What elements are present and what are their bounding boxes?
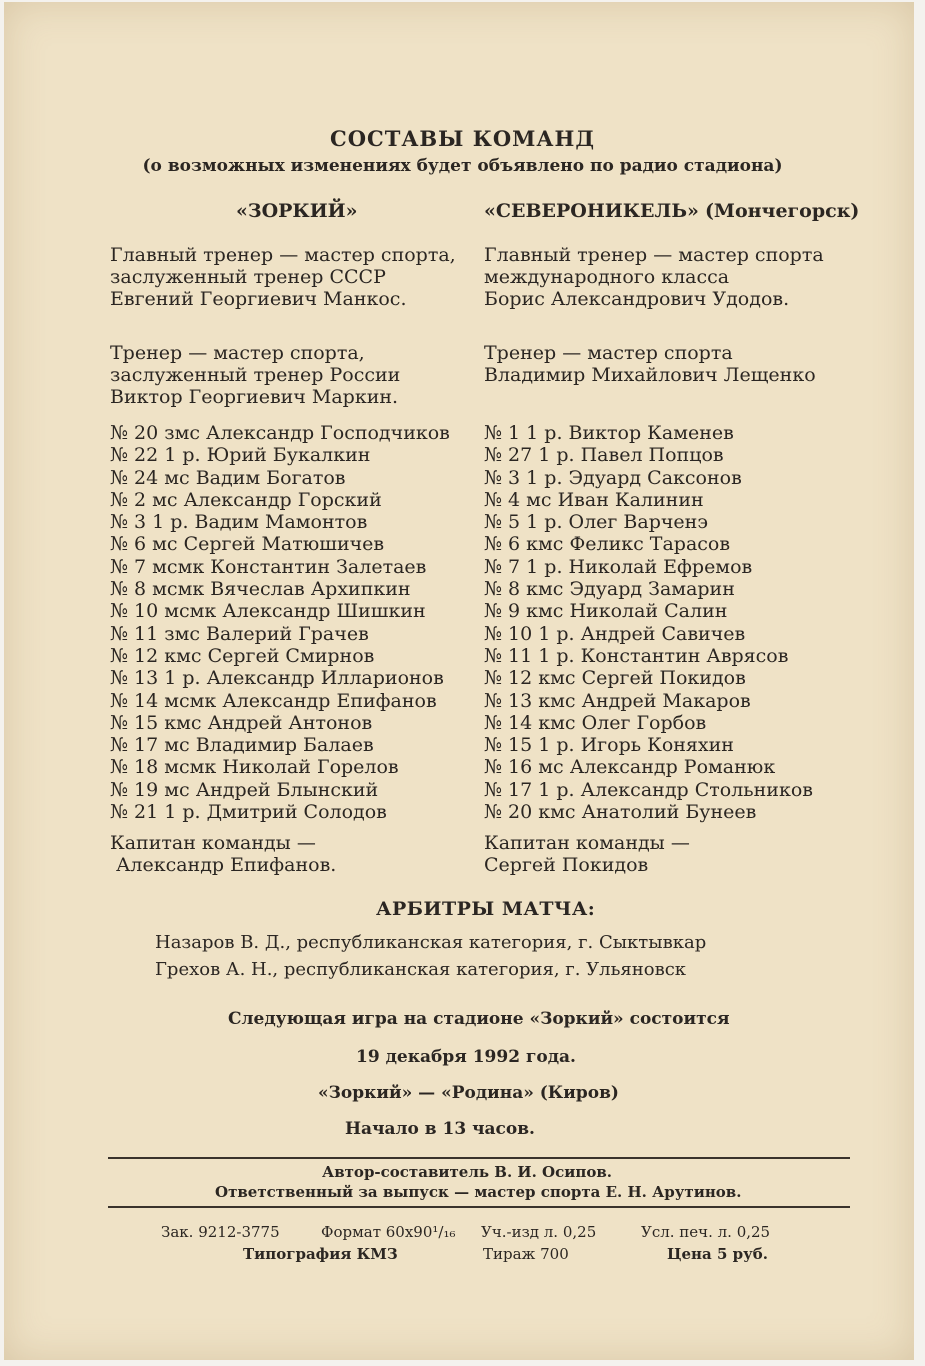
player-row: № 6 мс Сергей Матюшичев: [110, 533, 385, 556]
right-player-list: [484, 422, 813, 823]
player-row: № 17 мс Владимир Балаев: [110, 734, 374, 757]
next-game-start: Начало в 13 часов.: [345, 1119, 535, 1139]
imprint-order: Зак. 9212-3775: [161, 1223, 280, 1241]
player-row: № 11 змс Валерий Грачев: [110, 622, 369, 645]
player-row: № 15 кмс Андрей Антонов: [110, 711, 373, 734]
player-row: № 19 мс Андрей Блынский: [110, 778, 379, 801]
imprint-printer: Типография КМЗ: [243, 1245, 398, 1263]
player-row: № 15 1 р. Игорь Коняхин: [484, 734, 734, 757]
player-row: № 12 кмс Сергей Смирнов: [110, 644, 375, 667]
left-coach-line: Виктор Георгиевич Маркин.: [110, 386, 399, 408]
team-right-city: (Мончегорск): [704, 200, 860, 222]
right-captain-line: Капитан команды —: [484, 832, 690, 854]
left-captain-line: Капитан команды —: [110, 832, 316, 854]
player-row: № 4 мс Иван Калинин: [484, 488, 704, 511]
player-row: № 16 мс Александр Романюк: [484, 756, 776, 779]
player-row: № 13 1 р. Александр Илларионов: [110, 667, 444, 690]
player-row: № 8 кмс Эдуард Замарин: [484, 578, 735, 601]
divider: [108, 1157, 850, 1159]
player-row: № 24 мс Вадим Богатов: [110, 466, 346, 489]
player-row: № 9 кмс Николай Салин: [484, 600, 728, 623]
next-game-date: 19 декабря 1992 года.: [356, 1047, 576, 1067]
player-row: № 2 мс Александр Горский: [110, 488, 382, 511]
player-row: № 7 1 р. Николай Ефремов: [484, 555, 753, 578]
player-row: № 3 1 р. Вадим Мамонтов: [110, 511, 368, 534]
player-row: № 3 1 р. Эдуард Саксонов: [484, 466, 742, 489]
team-right-name: «СЕВЕРОНИКЕЛЬ»: [484, 200, 699, 222]
right-coach: [484, 342, 816, 386]
referee-line: Грехов А. Н., республиканская категория, г. Ульяновск: [155, 959, 687, 980]
player-row: № 10 1 р. Андрей Савичев: [484, 622, 746, 645]
right-coach-line: Владимир Михайлович Лещенко: [484, 364, 816, 386]
imprint-price: Цена 5 руб.: [667, 1245, 768, 1263]
left-head-coach-line: Евгений Георгиевич Манкос.: [110, 288, 407, 310]
left-captain-line: Александр Епифанов.: [116, 854, 337, 876]
player-row: № 1 1 р. Виктор Каменев: [484, 422, 734, 444]
player-row: № 6 кмс Феликс Тарасов: [484, 533, 731, 556]
imprint-format: Формат 60х90¹/₁₆: [321, 1223, 456, 1241]
player-row: № 14 кмс Олег Горбов: [484, 711, 707, 734]
referees-title: АРБИТРЫ МАТЧА:: [376, 898, 596, 920]
left-captain: [110, 832, 336, 876]
player-row: № 14 мсмк Александр Епифанов: [110, 689, 437, 712]
divider: [108, 1206, 850, 1208]
responsible-line: Ответственный за выпуск — мастер спорта Е. Н. Арутинов.: [215, 1183, 742, 1201]
player-row: № 20 змс Александр Господчиков: [110, 422, 450, 444]
left-head-coach-line: заслуженный тренер СССР: [110, 266, 386, 288]
left-head-coach: [110, 244, 456, 310]
right-captain: [484, 832, 690, 876]
player-row: № 8 мсмк Вячеслав Архипкин: [110, 578, 411, 601]
player-row: № 20 кмс Анатолий Бунеев: [484, 801, 757, 824]
imprint-run: Тираж 700: [483, 1245, 569, 1263]
referee-line: Назаров В. Д., республиканская категория, г. Сыктывкар: [155, 932, 707, 953]
page-title: СОСТАВЫ КОМАНД: [329, 126, 595, 151]
player-row: № 10 мсмк Александр Шишкин: [110, 600, 426, 623]
author-line: Автор-составитель В. И. Осипов.: [322, 1163, 612, 1181]
right-captain-line: Сергей Покидов: [484, 854, 649, 876]
player-row: № 5 1 р. Олег Варченэ: [484, 511, 708, 534]
left-coach-line: Тренер — мастер спорта,: [110, 342, 365, 364]
imprint-usl: Усл. печ. л. 0,25: [641, 1223, 771, 1241]
page-subtitle: (о возможных изменениях будет объявлено по радио стадиона): [142, 156, 783, 176]
right-head-coach: [484, 244, 824, 310]
right-head-coach-line: Борис Александрович Удодов.: [484, 288, 790, 310]
left-coach: [110, 342, 400, 408]
next-game-match: «Зоркий» — «Родина» (Киров): [318, 1083, 619, 1103]
player-row: № 13 кмс Андрей Макаров: [484, 689, 751, 712]
left-player-list: [110, 422, 450, 823]
player-row: № 17 1 р. Александр Стольников: [484, 778, 813, 801]
team-right-header: [484, 200, 859, 222]
next-game-line: Следующая игра на стадионе «Зоркий» состоится: [228, 1009, 730, 1029]
player-row: № 7 мсмк Константин Залетаев: [110, 555, 427, 578]
imprint-uch: Уч.-изд л. 0,25: [481, 1223, 597, 1241]
player-row: № 11 1 р. Константин Аврясов: [484, 644, 789, 667]
team-left-name: «ЗОРКИЙ»: [236, 200, 358, 222]
right-coach-line: Тренер — мастер спорта: [484, 342, 733, 364]
right-head-coach-line: Главный тренер — мастер спорта: [484, 244, 824, 266]
left-head-coach-line: Главный тренер — мастер спорта,: [110, 244, 456, 266]
player-row: № 12 кмс Сергей Покидов: [484, 667, 746, 690]
player-row: № 22 1 р. Юрий Букалкин: [110, 444, 371, 467]
player-row: № 21 1 р. Дмитрий Солодов: [110, 801, 387, 824]
left-coach-line: заслуженный тренер России: [110, 364, 401, 386]
right-head-coach-line: международного класса: [484, 266, 730, 288]
player-row: № 18 мсмк Николай Горелов: [110, 756, 399, 779]
player-row: № 27 1 р. Павел Попцов: [484, 444, 724, 467]
